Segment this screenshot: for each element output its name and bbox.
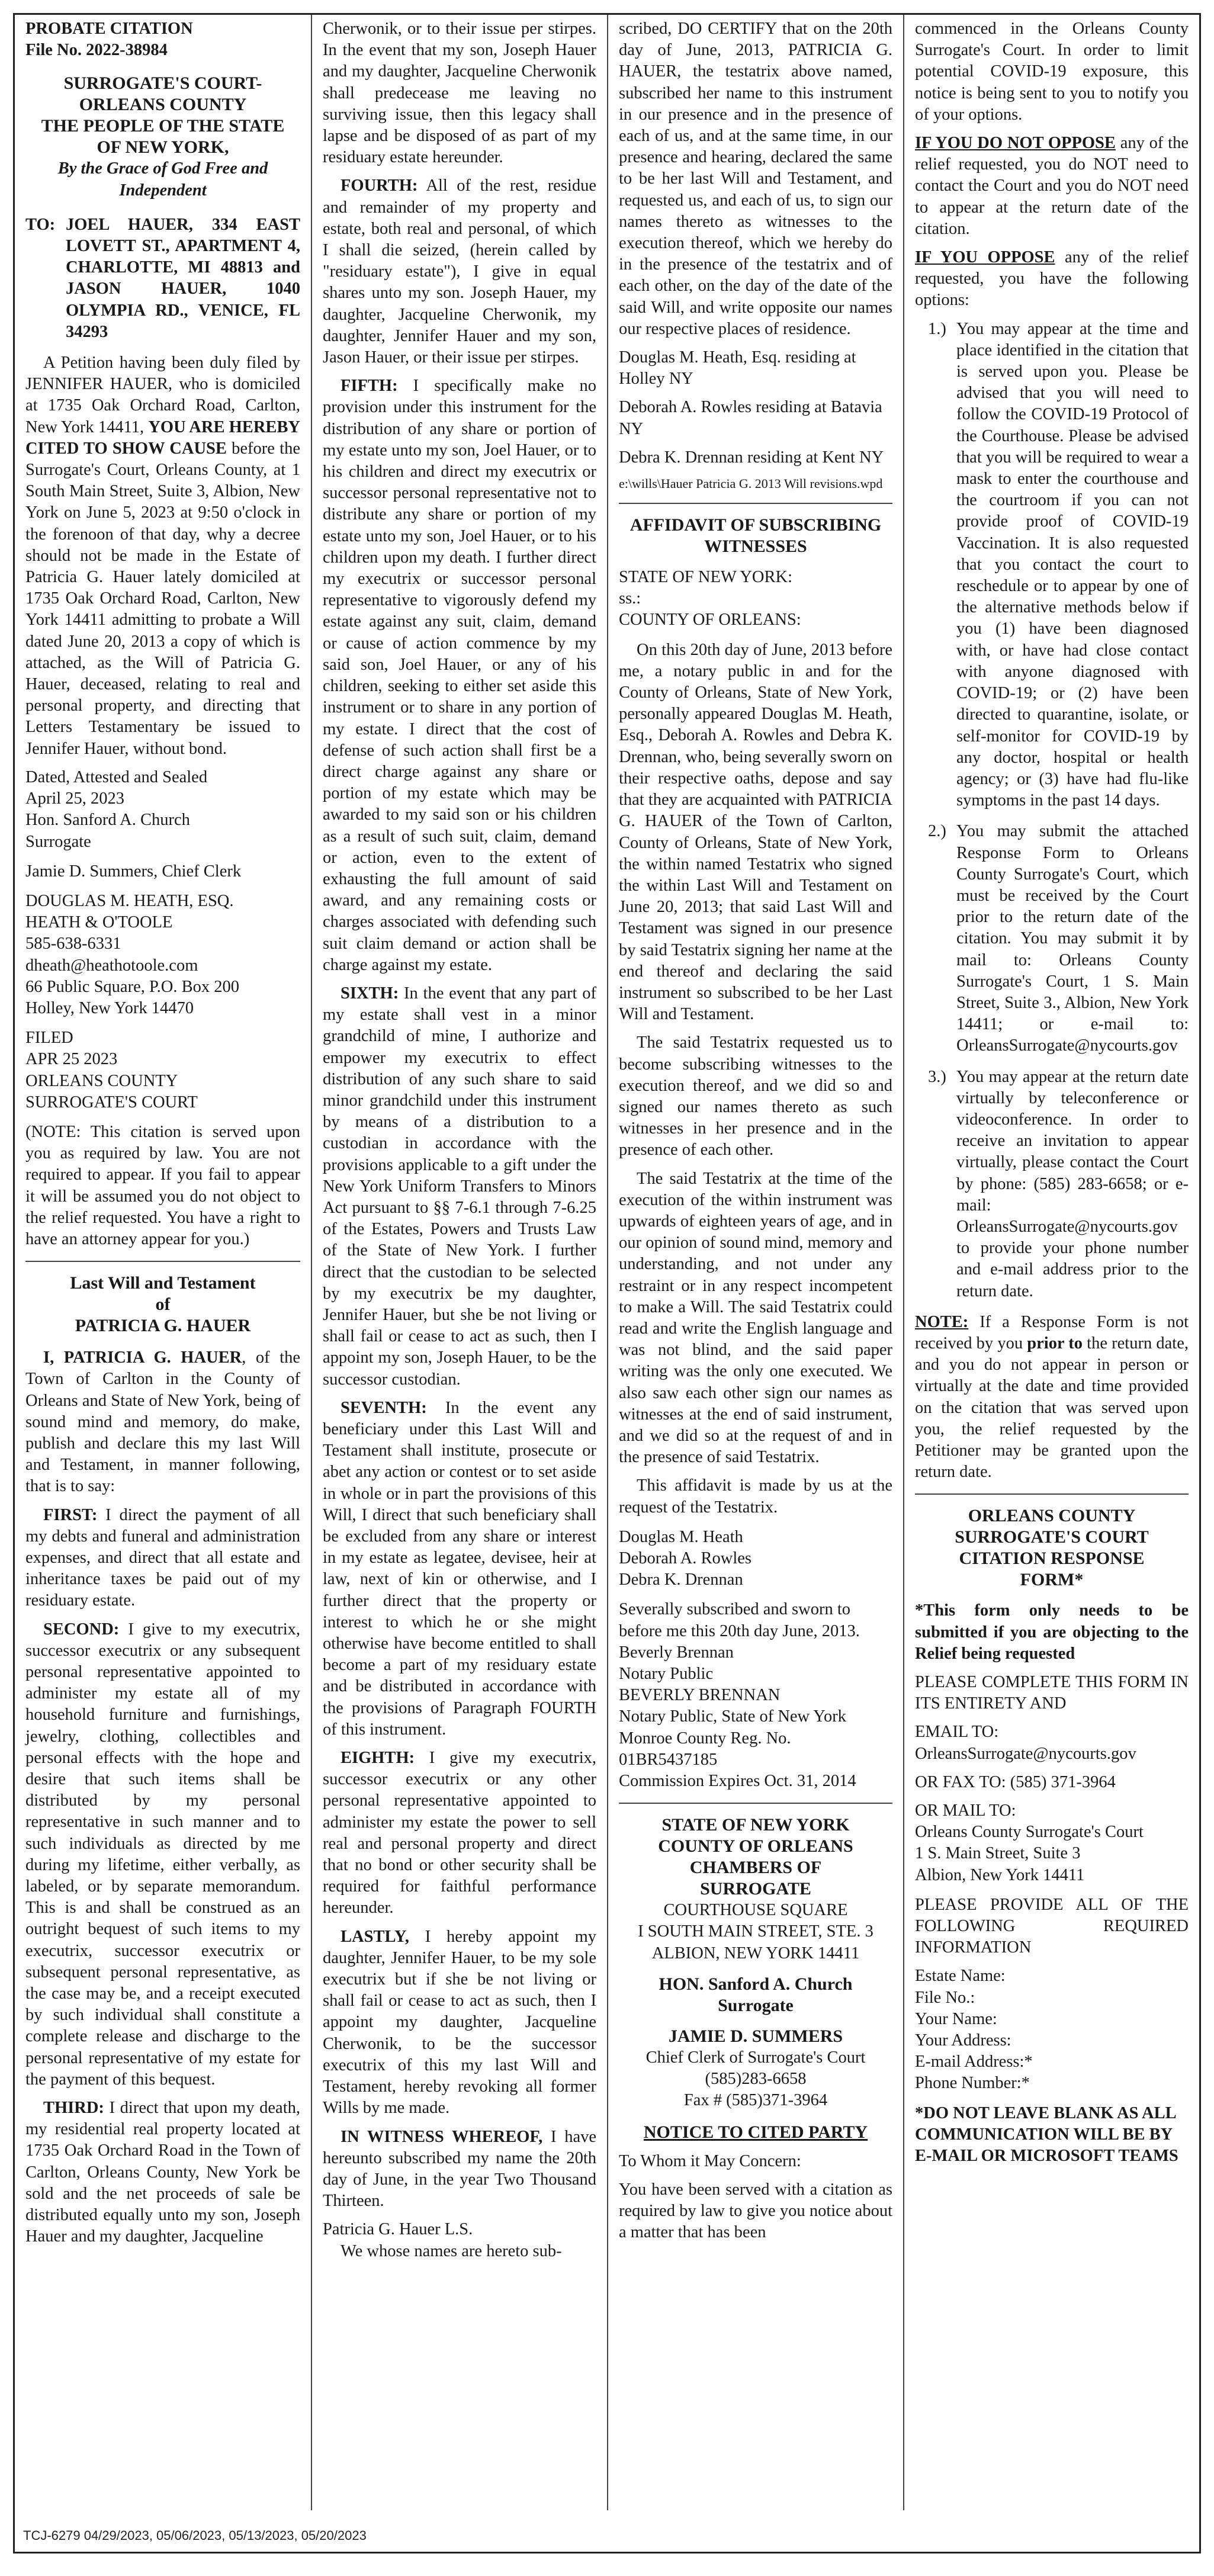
venue-county: COUNTY OF ORLEANS: — [619, 611, 801, 629]
sworn-line-2: Beverly Brennan — [619, 1643, 734, 1662]
sworn-line-4: BEVERLY BRENNAN — [619, 1686, 781, 1705]
court-line-4: OF NEW YORK, — [97, 137, 229, 158]
grace-line: By the Grace of God Free and Independent — [57, 159, 268, 200]
attorney-email: dheath@heathotoole.com — [25, 956, 198, 975]
attorney-name: DOUGLAS M. HEATH, ESQ. — [25, 891, 234, 910]
addressees: JOEL HAUER, 334 EAST LOVETT ST., APARTMENT 4, CHARLOTTE, MI 48813 and JASON HAUER, 1040 OLYMPIA RD., VENICE, FL 34293 — [66, 215, 300, 341]
lastly-text: I hereby appoint my daughter, Jennifer Hauer, to be my sole executrix but if she be not living or shall fail or cease to act as such, then I appoint my daughter, Jacqueline Cherwonik, to be the successor executrix of this my last Will and Testament, hereby revoking all former Wills by me made. — [323, 1927, 596, 2118]
fax-line: OR FAX TO: (585) 371-3964 — [915, 1772, 1116, 1791]
note-label: NOTE: — [915, 1312, 969, 1331]
affidavit-title: AFFIDAVIT OF SUBSCRIBING WITNESSES — [630, 515, 882, 557]
sixth-text: In the event that any part of my estate shall vest in a minor grandchild of mine, I authorize and empower my executrix to effect distribution of any such share to said minor grandchild under this instrument by means of a distribution to a custodian in accordance with the provisions applicable to a gift under the New York Uniform Transfers to Minors Act pursuant to §§ 7-6.1 through 7-6.25 of the Estates, Powers and Trusts Law of the State of New York. I further direct that the custodian to be selected by my executrix be my daughter, Jennifer Hauer, but she be not living or shall fail or cease to act as such, then I appoint my son, Joseph Hauer, to be the successor custodian. — [323, 984, 596, 1389]
seventh-text: In the event any beneficiary under this Last Will and Testament shall institute, prosecute or abet any action or contest or to set aside in whole or in part the provisions of this Will, I direct that such beneficiary shall be excluded from any share or interest in my estate as legatee, devisee, heir at law, next of kin or otherwise, and I further direct that the property or interest to which he or she might otherwise have become entitled to shall become a part of my residuary estate and be distributed in accordance with the provisions of Paragraph FOURTH of this instrument. — [323, 1398, 596, 1739]
option-item — [915, 821, 1189, 1056]
served-paragraph: You have been served with a citation as required by law to give you notice about a matter that has been — [619, 2180, 892, 2242]
option-text: You may appear at the return date virtually by teleconference or videoconference. In order to receive an invitation to appear virtually, please contact the Court by phone: (585) 283-6658; or e-mail: OrleansSurrogate@nycourts.gov to provide your phone number and e-mail address prior to the return date. — [956, 1067, 1189, 1300]
affidavit-paragraph-3: The said Testatrix at the time of the execution of the within instrument was upwards of eighteen years of age, and in our opinion of sound mind, memory and understanding, and not under any restraint or in any respect incompetent to make a Will. The said Testatrix could read and write the English language and was not blind, and the said paper writing was the only one executed. We also saw each other sign our names as witnesses at the end of said instrument, and we did so at the request of and in the presence of said Testatrix. — [619, 1169, 892, 1467]
article-first — [25, 1505, 300, 1612]
email-address: OrleansSurrogate@nycourts.gov — [915, 1744, 1136, 1763]
second-label: SECOND: — [43, 1620, 120, 1639]
court-block-1: STATE OF NEW YORK — [661, 1815, 850, 1835]
file-number: File No. 2022-38984 — [25, 41, 168, 60]
to-whom: To Whom it May Concern: — [619, 2151, 801, 2170]
not-oppose-text: any of the relief requested, you do NOT need to contact the Court and you do NOT need to appear at the return date of the citation. — [915, 134, 1189, 238]
third-continued: Cherwonik, or to their issue per stirpes. In the event that my son, Joseph Hauer and my daughter, Jacqueline Cherwonik shall predecease me leaving no surviving issue, then this legacy shall lapse and be disposed of as part of my residuary estate hereunder. — [323, 20, 596, 167]
court-block-2: COUNTY OF ORLEANS — [658, 1836, 853, 1856]
fifth-label: FIFTH: — [341, 377, 398, 396]
citation-note: (NOTE: This citation is served upon you as required by law. You are not required to appear. If you fail to appear it will be assumed you do not object to the relief requested. You have a right to have an attorney appear for you.) — [25, 1122, 300, 1248]
fifth-text: I specifically make no provision under this instrument for the distribution of any share or portion of my estate unto my son, Joel Hauer, or to his children and direct my executrix or successor personal representative not to distribute any share or portion of my estate unto my son, Joel Hauer, or to his children upon my death. I further direct my executrix or successor personal representative to vigorously defend my estate against any suit, claim, demand or cause of action commence by my said son, Joel Hauer, or any of his children, seeking to either set aside this instrument or to share in any portion of my estate. I direct that the cost of defense of such action shall first be a direct charge against any share or portion of my estate which may be awarded to my said son or his children as a result of such suit, claim, demand or action, even to the extent of exhausting the full amount of said award, and any remaining costs or charges associated with defending such suit claim demand or action shall be charge against my estate. — [323, 377, 596, 974]
eighth-text: I give my executrix, successor executrix or any other personal representative appointed to administer my estate the power to sell real and personal property and direct that no bond or other security shall be required for faithful performance hereunder. — [323, 1749, 596, 1917]
filed-line-4: SURROGATE'S COURT — [25, 1093, 198, 1112]
article-fourth — [323, 175, 596, 368]
will-title-3: PATRICIA G. HAUER — [75, 1316, 251, 1336]
field-email: E-mail Address:* — [915, 2053, 1033, 2071]
option-text: You may submit the attached Response Form to Orleans County Surrogate's Court, which must be received by the Court prior to the return date of the citation. You may submit it by mail to: Orleans County Surrogate's Court, 1 S. Main Street, Suite 3., Albion, New York 14411; or e-mail to: OrleansSurrogate@nycourts.gov — [956, 822, 1189, 1055]
court-block-4: SURROGATE — [700, 1879, 811, 1899]
cited-to-show-cause: YOU ARE HEREBY CITED TO SHOW CAUSE — [25, 417, 300, 458]
divider — [25, 1261, 300, 1262]
affiant-2: Deborah A. Rowles — [619, 1549, 752, 1568]
petition-text-a: A Petition having been duly filed by JENNIFER HAUER, who is domiciled at 1735 Oak Orchard Road, Carlton, New York 14411, — [25, 354, 300, 436]
divider — [619, 1803, 892, 1804]
option-number: 2.) — [928, 822, 946, 841]
in-witness-label: IN WITNESS WHEREOF, — [341, 2127, 543, 2146]
field-your-name: Your Name: — [915, 2009, 997, 2028]
response-note — [915, 1312, 1189, 1483]
first-label: FIRST: — [43, 1505, 98, 1524]
petition-paragraph — [25, 352, 300, 760]
field-estate-name: Estate Name: — [915, 1967, 1006, 1986]
clerk-title: Chief Clerk of Surrogate's Court — [645, 2048, 866, 2067]
eighth-label: EIGHTH: — [341, 1749, 415, 1768]
mail-line-2: 1 S. Main Street, Suite 3 — [915, 1844, 1081, 1863]
article-third — [25, 2098, 300, 2247]
article-seventh — [323, 1398, 596, 1740]
first-text: I direct the payment of all my debts and funeral and administration expenses, and direct that all estate and inheritance taxes be paid out of my residuary estate. — [25, 1505, 300, 1610]
petition-text-b: before the Surrogate's Court, Orleans County, at 1 South Main Street, Suite 3, Albion, New York on June 5, 2023 at 9:50 o'clock in the forenoon of that day, why a decree should not be made in the Estate of Patricia G. Hauer lately domiciled at 1735 Oak Orchard Road, Carlton, New York 14411 admitting to probate a Will dated June 20, 2013 a copy of which is attached, as the Will of Patricia G. Hauer, deceased, relating to real and personal property, and directing that Letters Testamentary be issued to Jennifer Hauer, without bond. — [25, 439, 300, 758]
notice-title: NOTICE TO CITED PARTY — [643, 2122, 868, 2143]
attorney-address-2: Holley, New York 14470 — [25, 998, 194, 1017]
seventh-label: SEVENTH: — [341, 1398, 427, 1417]
filed-line-3: ORLEANS COUNTY — [25, 1071, 178, 1090]
will-title-1: Last Will and Testament — [70, 1273, 256, 1293]
court-line-1: SURROGATE'S COURT- — [63, 73, 262, 94]
article-fifth — [323, 375, 596, 976]
field-file-no: File No.: — [915, 1988, 975, 2007]
addressee-block — [25, 214, 300, 343]
judge-name: HON. Sanford A. Church — [659, 1974, 853, 1994]
judge-title: Surrogate — [718, 1995, 794, 2015]
witness-2: Deborah A. Rowles residing at Batavia NY — [619, 398, 882, 438]
article-second — [25, 1619, 300, 2090]
citation-title: PROBATE CITATION — [25, 20, 193, 38]
will-title-2: of — [155, 1295, 171, 1315]
sworn-line-1: Severally subscribed and sworn to before me this 20th day June, 2013. — [619, 1600, 860, 1640]
affidavit-paragraph-2: The said Testatrix requested us to become subscribing witnesses to the execution thereof, and we did so and signed our names thereto as such witnesses in her presence and in the presence of each other. — [619, 1033, 892, 1159]
field-your-address: Your Address: — [915, 2031, 1011, 2050]
court-line-3: THE PEOPLE OF THE STATE — [41, 116, 285, 136]
column-2 — [311, 15, 607, 2510]
dated-line-1: Dated, Attested and Sealed — [25, 767, 208, 786]
article-eighth — [323, 1748, 596, 1919]
to-label: TO: — [25, 215, 56, 234]
divider — [619, 503, 892, 504]
sixth-label: SIXTH: — [341, 984, 399, 1003]
clerk-phone: (585)283-6658 — [705, 2070, 807, 2089]
lastly-label: LASTLY, — [341, 1927, 409, 1946]
clerk-name: JAMIE D. SUMMERS — [668, 2026, 843, 2046]
mail-line-3: Albion, New York 14411 — [915, 1865, 1085, 1884]
sworn-line-3: Notary Public — [619, 1665, 714, 1684]
attestation-clause: scribed, DO CERTIFY that on the 20th day of June, 2013, PATRICIA G. HAUER, the testatrix above named, subscribed her name to this instrument in our presence and in the presence of each of us, and at the same time, in our presence and hearing, declared the same to be her last Will and Testament, and requested us, and each of us, to sign our names thereto as witnesses to the execution thereof, which we hereby do in the presence of the testatrix and of each other, on the day of the date of the said Will, and write opposite our names our respective places of residence. — [619, 20, 892, 338]
clerk-fax: Fax # (585)371-3964 — [683, 2091, 828, 2110]
attestation-start: We whose names are hereto sub- — [341, 2241, 562, 2260]
form-title-4: FORM* — [1020, 1570, 1084, 1590]
note-text-b: the return date, and you do not appear in person or virtually at the date and time provided on the citation that was served upon you, the relief requested by the Petitioner may be granted upon the return date. — [915, 1334, 1189, 1482]
legal-notice-page — [13, 13, 1201, 2553]
attorney-address-1: 66 Public Square, P.O. Box 200 — [25, 977, 240, 996]
affiant-1: Douglas M. Heath — [619, 1527, 743, 1546]
blank-warning: *DO NOT LEAVE BLANK AS ALL COMMUNICATION WILL BE BY E-MAIL OR MICROSOFT TEAMS — [915, 2103, 1178, 2166]
affiant-3: Debra K. Drennan — [619, 1570, 743, 1589]
sworn-line-7: Commission Expires Oct. 31, 2014 — [619, 1772, 856, 1791]
third-text: I direct that upon my death, my residential real property located at 1735 Oak Orchard Road in the Town of Carlton, Orleans County, New York be sold and the net proceeds of sale be distributed equally unto my son, Joseph Hauer and my daughter, Jacqueline — [25, 2099, 300, 2246]
venue-state: STATE OF NEW YORK: — [619, 568, 793, 587]
venue-ss: ss.: — [619, 589, 641, 608]
if-oppose — [915, 247, 1189, 311]
dated-line-4: Surrogate — [25, 832, 91, 851]
form-only-note: *This form only needs to be submitted if you are objecting to the Relief being requested — [915, 1601, 1189, 1663]
option-number: 1.) — [928, 319, 946, 338]
option-text: You may appear at the time and place identified in the citation that is served upon you. Please be advised that you will need to follow the COVID-19 Protocol of the Courthouse. Please be advised that you will be required to wear a mask to enter the courthouse and the courtroom if you can not provide proof of COVID-19 Vaccination. It is also requested that you contact the court to reschedule or to appear by one of the alternative methods below if you (1) have been diagnosed with, or have had close contact with anyone diagnosed with COVID-19; or (2) have been directed to quarantine, isolate, or self-monitor for COVID-19 by any doctor, hospital or health agency; or (3) have had flu-like symptoms in the past 14 days. — [956, 319, 1189, 810]
third-label: THIRD: — [43, 2099, 104, 2118]
witness-3: Debra K. Drennan residing at Kent NY — [619, 448, 884, 467]
article-lastly — [323, 1926, 596, 2119]
not-oppose-label: IF YOU DO NOT OPPOSE — [915, 134, 1116, 153]
affidavit-paragraph-4: This affidavit is made by us at the request of the Testatrix. — [619, 1476, 892, 1517]
court-addr-2: I SOUTH MAIN STREET, STE. 3 — [638, 1922, 873, 1941]
note-bold: prior to — [1027, 1334, 1083, 1353]
witness-1: Douglas M. Heath, Esq. residing at Holley NY — [619, 348, 856, 388]
second-text: I give to my executrix, successor executrix or any subsequent personal representative appointed to administer my estate all of my household furniture and furnishings, jewelry, clothing, collectibles and personal effects with the hope and desire that such items shall be distributed by my personal representative in such manner and to such individuals as directed by me during my lifetime, either verbally, as labeled, or by separate memorandum. This is and shall be construed as an outright bequest of such items to my executrix, successor executrix or subsequent personal representative, as the case may be, and a receipt executed by such individual shall constitute a complete release and discharge to the personal representative of my estate for the payment of this bequest. — [25, 1620, 300, 2089]
oppose-text: any of the relief requested, you have the following options: — [915, 248, 1189, 310]
sworn-line-5: Notary Public, State of New York — [619, 1707, 846, 1726]
provide-instruction: PLEASE PROVIDE ALL OF THE FOLLOWING REQUIRED INFORMATION — [915, 1895, 1189, 1957]
publication-footer: TCJ-6279 04/29/2023, 05/06/2023, 05/13/2023, 05/20/2023 — [23, 2528, 367, 2543]
testatrix-signature: Patricia G. Hauer L.S. — [323, 2220, 473, 2239]
notice-continued: commenced in the Orleans County Surrogate's Court. In order to limit potential COVID-19 exposure, this notice is being sent to you to notify you of your options. — [915, 20, 1189, 124]
dated-line-3: Hon. Sanford A. Church — [25, 811, 190, 830]
will-intro — [25, 1347, 300, 1497]
chief-clerk: Jamie D. Summers, Chief Clerk — [25, 862, 242, 881]
article-sixth — [323, 983, 596, 1390]
in-witness-text: I have hereunto subscribed my name the 20th day of June, in the year Two Thousand Thirteen. — [323, 2127, 596, 2211]
column-1 — [15, 15, 311, 2510]
columns — [15, 15, 1199, 2510]
form-title-2: SURROGATE'S COURT — [955, 1527, 1149, 1547]
options-list — [915, 319, 1189, 1302]
form-title-1: ORLEANS COUNTY — [968, 1506, 1136, 1526]
complete-instruction: PLEASE COMPLETE THIS FORM IN ITS ENTIRETY AND — [915, 1673, 1189, 1713]
form-title-3: CITATION RESPONSE — [959, 1549, 1145, 1569]
mail-line-1: Orleans County Surrogate's Court — [915, 1823, 1144, 1842]
filed-line-1: FILED — [25, 1029, 73, 1048]
attorney-firm: HEATH & O'TOOLE — [25, 913, 173, 932]
field-phone: Phone Number:* — [915, 2074, 1030, 2093]
option-item — [915, 319, 1189, 812]
court-line-2: ORLEANS COUNTY — [79, 95, 247, 115]
option-number: 3.) — [928, 1067, 946, 1086]
fourth-label: FOURTH: — [341, 176, 418, 195]
document-filepath: e:\wills\Hauer Patricia G. 2013 Will revisions.wpd — [619, 476, 883, 492]
affidavit-paragraph-1: On this 20th day of June, 2013 before me, a notary public in and for the County of Orleans, State of New York, personally appeared Douglas M. Heath, Esq., Deborah A. Rowles and Debra K. Drennan, who, being severally sworn on their respective oaths, depose and say that they are acquainted with PATRICIA G. HAUER of the Town of Carlton, County of Orleans, State of New York, the within named Testatrix who signed the within Last Will and Testament on June 20, 2013; that said Last Will and Testament was signed in our presence by said Testatrix signing her name at the end thereof and declaring the said instrument so subscribed to be her Last Will and Testament. — [619, 640, 892, 1024]
filed-line-2: APR 25 2023 — [25, 1050, 118, 1069]
option-item — [915, 1067, 1189, 1302]
fourth-text: All of the rest, residue and remainder of my property and estate, both real and personal, of which I shall die seized, (herein called by "residuary estate"), I give in equal shares unto my son. Joseph Hauer, my daughter, Jacqueline Cherwonik, my daughter, Jennifer Hauer and my son, Jason Hauer, or their issue per stirpes. — [323, 176, 596, 367]
court-block-3: CHAMBERS OF — [689, 1858, 822, 1878]
court-addr-3: ALBION, NEW YORK 14411 — [651, 1944, 860, 1962]
column-4 — [903, 15, 1199, 2510]
note-text-a: If a Response Form is not received by you — [915, 1312, 1189, 1353]
divider — [915, 1493, 1189, 1495]
testatrix-name: I, PATRICIA G. HAUER — [43, 1348, 242, 1367]
attorney-phone: 585-638-6331 — [25, 934, 121, 953]
dated-line-2: April 25, 2023 — [25, 789, 125, 808]
sworn-line-6: Monroe County Reg. No. 01BR5437185 — [619, 1729, 791, 1769]
email-label: EMAIL TO: — [915, 1723, 999, 1742]
will-intro-text: , of the Town of Carlton in the County of Orleans and State of New York, being of sound mind and memory, do make, publish and declare this my last Will and Testament, in manner following, that is to say: — [25, 1348, 301, 1496]
court-addr-1: COURTHOUSE SQUARE — [663, 1901, 848, 1920]
oppose-label: IF YOU OPPOSE — [915, 248, 1055, 267]
if-not-oppose — [915, 133, 1189, 240]
column-3 — [607, 15, 903, 2510]
in-witness — [323, 2127, 596, 2212]
mail-label: OR MAIL TO: — [915, 1801, 1016, 1820]
